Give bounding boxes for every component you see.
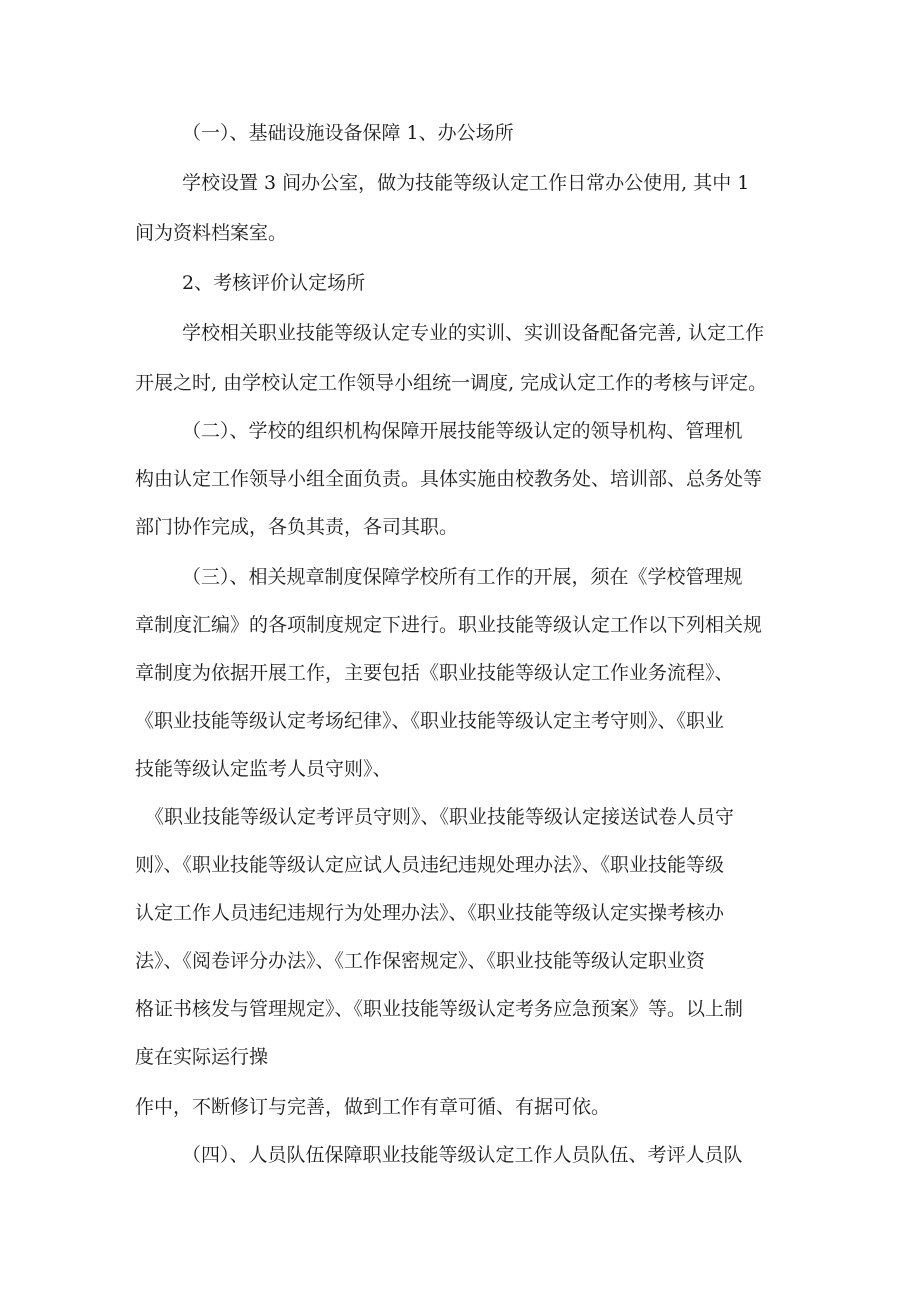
paragraph-line: 认定工作人员违纪违规行为处理办法》、《职业技能等级认定实操考核办 bbox=[135, 902, 725, 924]
paragraph-line: （二）、学校的组织机构保障开展技能等级认定的领导机构、管理机 bbox=[182, 420, 743, 442]
paragraph-line: 《职业技能等级认定考场纪律》、《职业技能等级认定主考守则》、《职业 bbox=[135, 710, 725, 732]
paragraph-line: 间为资料档案室。 bbox=[135, 222, 288, 244]
paragraph-line: 学校相关职业技能等级认定专业的实训、实训设备配备完善, 认定工作 bbox=[182, 322, 765, 344]
paragraph-line: 格证书核发与管理规定》、《职业技能等级认定考务应急预案》等。以上制 bbox=[135, 998, 744, 1020]
paragraph-line: 作中，不断修订与完善，做到工作有章可循、有据可依。 bbox=[135, 1096, 611, 1118]
paragraph-line: 构由认定工作领导小组全面负责。具体实施由校教务处、培训部、总务处等 bbox=[135, 468, 763, 490]
paragraph-line: 法》、《阅卷评分办法》、《工作保密规定》、《职业技能等级认定职业资 bbox=[135, 950, 706, 972]
paragraph-line: （三）、相关规章制度保障学校所有工作的开展，须在《学校管理规 bbox=[182, 566, 743, 588]
paragraph-line: 学校设置 3 间办公室，做为技能等级认定工作日常办公使用, 其中 1 bbox=[182, 172, 750, 194]
heading-line: （一）、基础设施设备保障 1、办公场所 bbox=[182, 122, 514, 144]
paragraph-line: 度在实际运行操 bbox=[135, 1046, 269, 1068]
paragraph-line: （四）、人员队伍保障职业技能等级认定工作人员队伍、考评人员队 bbox=[182, 1144, 743, 1166]
paragraph-line: 技能等级认定监考人员守则》、 bbox=[135, 758, 392, 780]
paragraph-line: 开展之时, 由学校认定工作领导小组统一调度, 完成认定工作的考核与评定。 bbox=[135, 372, 768, 394]
paragraph-line: 章制度为依据开展工作，主要包括《职业技能等级认定工作业务流程》、 bbox=[135, 662, 734, 684]
heading-line: 2、考核评价认定场所 bbox=[182, 272, 366, 294]
paragraph-line: 章制度汇编》的各项制度规定下进行。职业技能等级认定工作以下列相关规 bbox=[135, 614, 763, 636]
paragraph-line: 则》、《职业技能等级认定应试人员违纪违规处理办法》、《职业技能等级 bbox=[135, 854, 725, 876]
paragraph-line: 部门协作完成，各负其责，各司其职。 bbox=[135, 516, 459, 538]
paragraph-line: 《职业技能等级认定考评员守则》、《职业技能等级认定接送试卷人员守 bbox=[145, 806, 735, 828]
